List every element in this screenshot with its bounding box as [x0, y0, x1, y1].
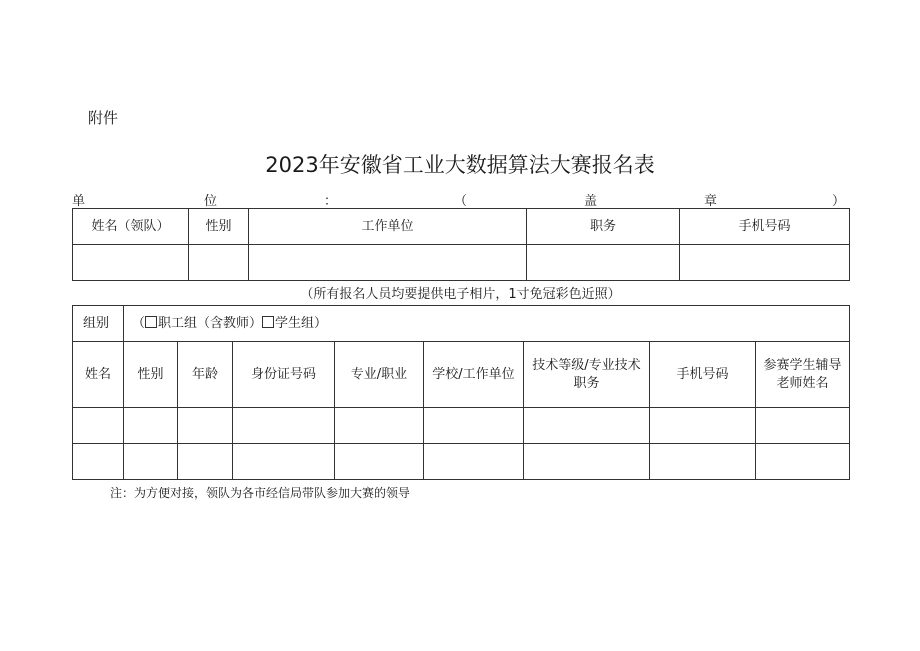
- header-workplace: 工作单位: [249, 209, 527, 245]
- leader-gender-cell[interactable]: [189, 245, 249, 281]
- option-staff-label: 职工组（含教师）: [158, 315, 263, 331]
- table-cell[interactable]: [650, 408, 756, 444]
- header-id-number: 身份证号码: [233, 342, 335, 408]
- table-cell[interactable]: [73, 444, 124, 480]
- group-options: [124, 306, 850, 342]
- unit-paren-close: ）: [832, 194, 846, 209]
- table-cell[interactable]: [756, 408, 850, 444]
- group-paren: （: [132, 315, 146, 331]
- member-table: [72, 305, 850, 480]
- photo-note: （所有报名人员均要提供电子相片，1寸免冠彩色近照）: [300, 287, 621, 302]
- checkbox-staff-group[interactable]: [145, 316, 157, 328]
- attachment-label: 附件: [88, 109, 119, 127]
- header-age: 年龄: [178, 342, 233, 408]
- unit-colon: ：: [324, 194, 338, 209]
- header-gender: 性别: [124, 342, 178, 408]
- unit-stamp-line: [72, 190, 848, 208]
- group-label: 组别: [73, 306, 124, 342]
- header-gender: 性别: [189, 209, 249, 245]
- leader-phone-cell[interactable]: [680, 245, 850, 281]
- header-major: 专业/职业: [335, 342, 424, 408]
- leader-position-cell[interactable]: [527, 245, 680, 281]
- table-cell[interactable]: [335, 408, 424, 444]
- table-cell[interactable]: [524, 408, 650, 444]
- table-cell[interactable]: [178, 408, 233, 444]
- header-position: 职务: [527, 209, 680, 245]
- header-school-workplace: 学校/工作单位: [424, 342, 524, 408]
- form-title: 2023年安徽省工业大数据算法大赛报名表: [265, 153, 655, 177]
- table-header-row: [73, 342, 850, 408]
- leader-workplace-cell[interactable]: [249, 245, 527, 281]
- header-phone: 手机号码: [650, 342, 756, 408]
- option-student-label: 学生组）: [275, 315, 328, 331]
- stamp-char: 章: [704, 194, 718, 209]
- table-cell[interactable]: [124, 444, 178, 480]
- header-name: 姓名: [73, 342, 124, 408]
- table-row: [73, 408, 850, 444]
- header-leader-name: 姓名（领队）: [73, 209, 189, 245]
- leader-table: [72, 208, 850, 281]
- table-cell[interactable]: [650, 444, 756, 480]
- table-row: [73, 444, 850, 480]
- table-cell[interactable]: [424, 408, 524, 444]
- table-cell[interactable]: [424, 444, 524, 480]
- table-cell[interactable]: [756, 444, 850, 480]
- table-cell[interactable]: [335, 444, 424, 480]
- unit-char: 单: [72, 194, 86, 209]
- header-tech-grade: 技术等级/专业技术职务: [524, 342, 650, 408]
- table-cell[interactable]: [233, 408, 335, 444]
- unit-char: 位: [204, 194, 218, 209]
- table-cell[interactable]: [233, 444, 335, 480]
- header-tutor-name: 参赛学生辅导老师姓名: [756, 342, 850, 408]
- table-cell[interactable]: [124, 408, 178, 444]
- stamp-char: 盖: [584, 194, 598, 209]
- header-phone: 手机号码: [680, 209, 850, 245]
- table-header-row: [73, 209, 850, 245]
- table-cell[interactable]: [178, 444, 233, 480]
- table-cell[interactable]: [524, 444, 650, 480]
- leader-name-cell[interactable]: [73, 245, 189, 281]
- table-row: [73, 245, 850, 281]
- unit-paren-open: （: [454, 194, 468, 209]
- table-cell[interactable]: [73, 408, 124, 444]
- footnote: 注：为方便对接，领队为各市经信局带队参加大赛的领导: [110, 486, 411, 500]
- group-row: [73, 306, 850, 342]
- checkbox-student-group[interactable]: [262, 316, 274, 328]
